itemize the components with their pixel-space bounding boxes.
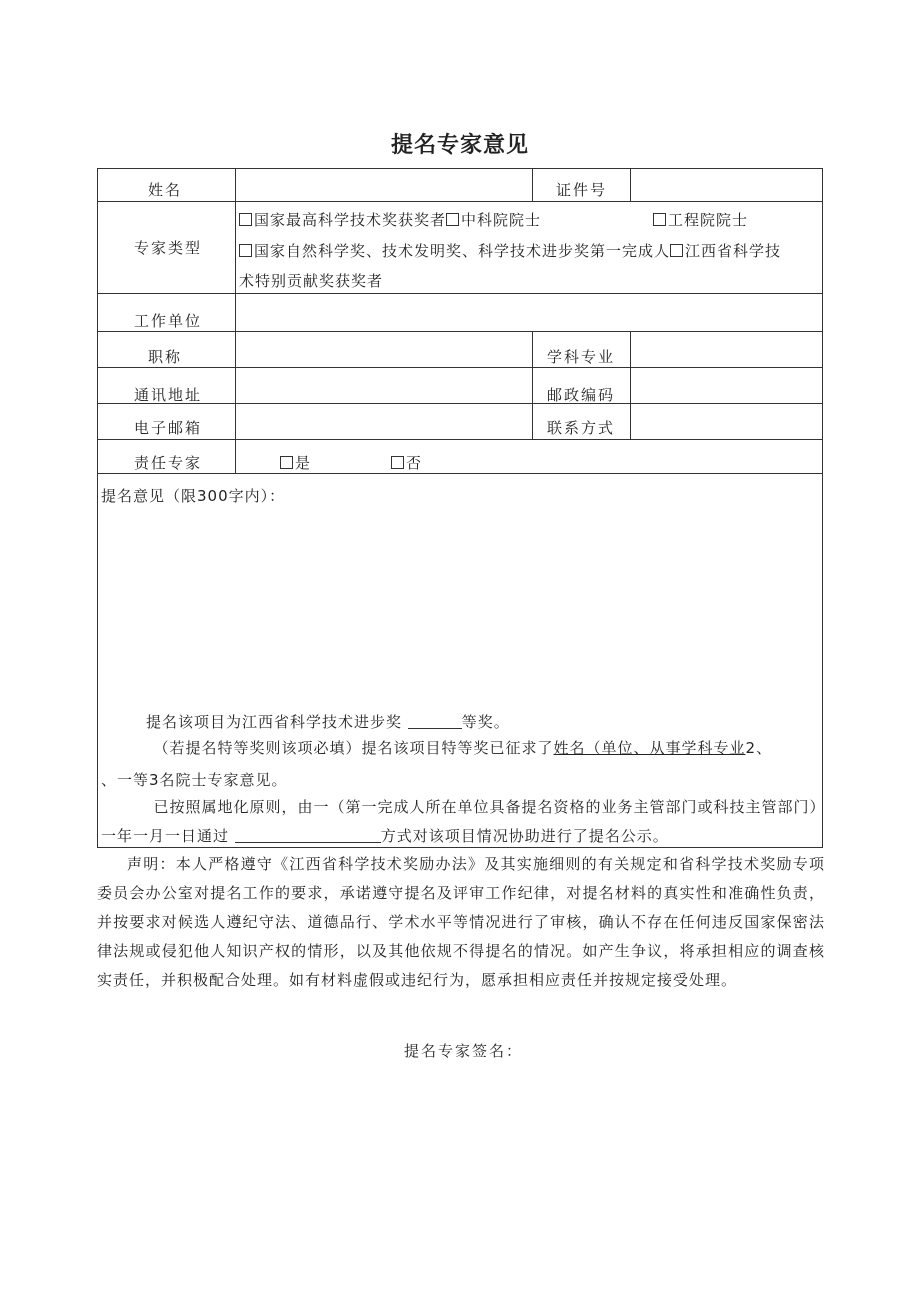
row-divider — [98, 439, 822, 440]
opinion-label: 提名意见（限300字内）： — [101, 487, 286, 505]
address-field[interactable] — [236, 368, 532, 403]
checkbox-icon[interactable] — [446, 213, 459, 226]
checkbox-icon[interactable] — [239, 244, 252, 257]
grade-blank[interactable] — [408, 714, 462, 729]
postcode-label: 邮政编码 — [547, 386, 616, 404]
expert-type-option-4[interactable]: 国家自然科学奖、技术发明奖、科学技术进步奖第一完成人 江西省科学技 — [239, 240, 781, 261]
job-title-label: 职称 — [148, 348, 183, 366]
job-title-field[interactable] — [236, 332, 532, 367]
contact-field[interactable] — [631, 404, 822, 439]
id-number-label: 证件号 — [556, 181, 608, 199]
expert-type-option-3[interactable]: 工程院院士 — [653, 209, 748, 230]
page-title: 提名专家意见 — [390, 133, 529, 158]
row-divider — [98, 473, 822, 474]
signature-label: 提名专家签名： — [404, 1042, 524, 1060]
checkbox-icon[interactable] — [670, 244, 683, 257]
work-unit-label: 工作单位 — [134, 312, 203, 330]
expert-type-option-5-cont: 术特别贡献奖获奖者 — [239, 272, 384, 290]
checkbox-icon[interactable] — [280, 456, 293, 469]
postcode-field[interactable] — [631, 368, 822, 403]
declaration-text: 声明：本人严格遵守《江西省科学技术奖励办法》及其实施细则的有关规定和省科学技术奖励专项委员会办公室对提名工作的要求，承诺遵守提名及评审工作纪律，对提名材料的真实性和准确性负责，并按要求对候选人遵纪守法、道德品行、学术水平等情况进行了审核，确认不存在任何违反国家保密法律法规或侵犯他人知识产权的情形，以及其他依规不得提名的情况。如产生争议，将承担相应的调查核实责任，并积极配合处理。如有材料虚假或违纪行为，愿承担相应责任并按规定接受处理。 — [97, 855, 825, 989]
name-field[interactable] — [236, 169, 532, 201]
method-blank[interactable] — [235, 828, 381, 843]
contact-label: 联系方式 — [547, 419, 616, 437]
discipline-field[interactable] — [631, 332, 822, 367]
expert-type-label: 专家类型 — [134, 239, 203, 257]
publicity-paragraph: 已按照属地化原则，由一（第一完成人所在单位具备提名资格的业务主管部门或科技主管部门）一年一月一日通过 方式对该项目情况协助进行了提名公示。 — [101, 798, 819, 845]
responsible-yes-option[interactable]: 是 — [280, 452, 311, 473]
id-number-field[interactable] — [631, 169, 822, 201]
special-award-line2: 、一等3名院士专家意见。 — [101, 771, 288, 789]
checkbox-icon[interactable] — [653, 213, 666, 226]
nomination-line: 提名该项目为江西省科学技术进步奖 等奖。 — [146, 713, 510, 731]
checkbox-icon[interactable] — [391, 456, 404, 469]
nomination-form — [97, 168, 823, 848]
expert-type-option-1[interactable]: 国家最高科学技术奖获奖者 中科院院士 — [239, 209, 541, 230]
opinion-textarea[interactable] — [102, 509, 818, 699]
email-field[interactable] — [236, 404, 532, 439]
checkbox-icon[interactable] — [239, 213, 252, 226]
address-label: 通讯地址 — [134, 386, 203, 404]
work-unit-field[interactable] — [236, 294, 822, 331]
email-label: 电子邮箱 — [134, 419, 203, 437]
name-label: 姓名 — [148, 181, 183, 199]
discipline-label: 学科专业 — [547, 348, 616, 366]
row-divider — [98, 201, 822, 202]
responsible-no-option[interactable]: 否 — [391, 452, 422, 473]
special-award-paragraph: （若提名特等奖则该项必填）提名该项目特等奖已征求了姓名（单位、从事学科专业2、 — [153, 739, 773, 757]
responsible-expert-label: 责任专家 — [134, 454, 203, 472]
col-divider — [532, 169, 533, 201]
col-divider — [532, 331, 533, 439]
